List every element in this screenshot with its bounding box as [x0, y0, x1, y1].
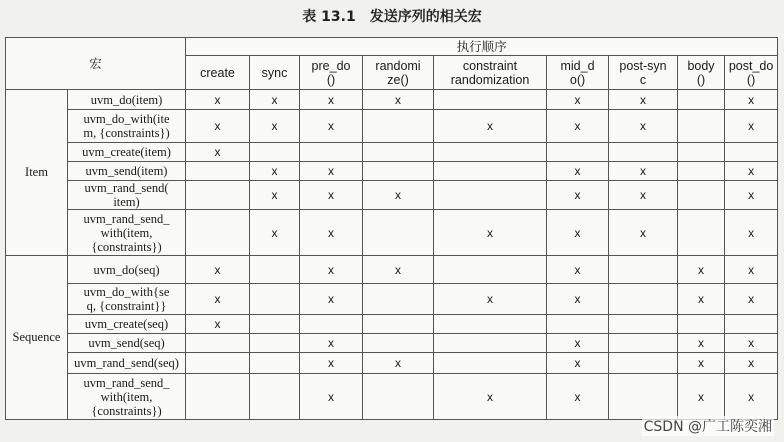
cell-mark [186, 374, 250, 420]
cell-mark: x [250, 210, 300, 256]
cell-mark [300, 315, 363, 334]
cell-mark [609, 334, 678, 353]
cell-mark: x [547, 374, 609, 420]
column-header: sync [250, 56, 300, 90]
cell-mark: x [725, 284, 778, 315]
cell-mark: x [678, 353, 725, 374]
cell-mark [434, 353, 547, 374]
cell-mark [678, 210, 725, 256]
cell-mark: x [250, 162, 300, 181]
cell-mark [363, 315, 434, 334]
cell-mark: x [300, 90, 363, 110]
cell-mark [678, 162, 725, 181]
cell-mark [609, 315, 678, 334]
cell-mark [678, 315, 725, 334]
cell-mark: x [363, 181, 434, 210]
cell-mark [186, 210, 250, 256]
cell-mark [609, 256, 678, 284]
column-header: randomi ze() [363, 56, 434, 90]
cell-mark: x [725, 334, 778, 353]
cell-mark [250, 143, 300, 162]
cell-mark [363, 334, 434, 353]
macro-name: uvm_rand_send_ with(item, {constraints}) [68, 210, 186, 256]
cell-mark: x [300, 162, 363, 181]
cell-mark: x [300, 256, 363, 284]
cell-mark: x [725, 162, 778, 181]
cell-mark: x [186, 90, 250, 110]
group-label: Sequence [6, 256, 68, 420]
cell-mark [434, 90, 547, 110]
macro-name: uvm_create(seq) [68, 315, 186, 334]
cell-mark: x [547, 334, 609, 353]
cell-mark [250, 353, 300, 374]
column-header: post_do () [725, 56, 778, 90]
cell-mark [250, 256, 300, 284]
cell-mark [678, 110, 725, 143]
cell-mark: x [725, 374, 778, 420]
cell-mark [609, 353, 678, 374]
group-label: Item [6, 90, 68, 256]
cell-mark: x [547, 256, 609, 284]
cell-mark: x [186, 256, 250, 284]
macro-table [5, 37, 778, 420]
cell-mark [678, 143, 725, 162]
watermark: CSDN @广工陈奕湘 [642, 416, 774, 436]
table-row [6, 143, 778, 162]
macro-name: uvm_create(item) [68, 143, 186, 162]
macro-name: uvm_rand_send( item) [68, 181, 186, 210]
cell-mark: x [609, 90, 678, 110]
cell-mark [609, 284, 678, 315]
macro-name: uvm_do_with{se q, {constraint}} [68, 284, 186, 315]
cell-mark [250, 334, 300, 353]
cell-mark: x [725, 210, 778, 256]
cell-mark [725, 315, 778, 334]
cell-mark [678, 181, 725, 210]
cell-mark: x [547, 90, 609, 110]
cell-mark [363, 284, 434, 315]
cell-mark: x [547, 110, 609, 143]
macro-name: uvm_do_with(ite m, {constraints}) [68, 110, 186, 143]
cell-mark [363, 143, 434, 162]
cell-mark: x [300, 334, 363, 353]
cell-mark: x [678, 374, 725, 420]
cell-mark: x [434, 210, 547, 256]
cell-mark [186, 181, 250, 210]
cell-mark: x [300, 284, 363, 315]
cell-mark: x [725, 256, 778, 284]
cell-mark [434, 143, 547, 162]
macro-header: 宏 [6, 38, 186, 90]
macro-name: uvm_do(item) [68, 90, 186, 110]
cell-mark: x [725, 90, 778, 110]
cell-mark: x [300, 210, 363, 256]
cell-mark: x [725, 181, 778, 210]
cell-mark [363, 210, 434, 256]
cell-mark: x [300, 374, 363, 420]
cell-mark: x [363, 256, 434, 284]
cell-mark: x [725, 353, 778, 374]
exec-order-header: 执行顺序 [186, 38, 778, 56]
cell-mark: x [363, 353, 434, 374]
cell-mark: x [547, 162, 609, 181]
cell-mark [250, 374, 300, 420]
cell-mark: x [609, 110, 678, 143]
table-row [6, 256, 778, 284]
table-row [6, 353, 778, 374]
cell-mark [363, 110, 434, 143]
table-row [6, 315, 778, 334]
cell-mark: x [186, 284, 250, 315]
cell-mark: x [547, 210, 609, 256]
table-row [6, 334, 778, 353]
cell-mark: x [678, 334, 725, 353]
column-header: pre_do () [300, 56, 363, 90]
cell-mark: x [250, 181, 300, 210]
column-header: post-syn c [609, 56, 678, 90]
cell-mark [186, 353, 250, 374]
table-row [6, 284, 778, 315]
cell-mark: x [547, 353, 609, 374]
cell-mark [609, 374, 678, 420]
table-row [6, 110, 778, 143]
cell-mark [434, 162, 547, 181]
column-header: body () [678, 56, 725, 90]
table-row [6, 210, 778, 256]
cell-mark: x [300, 353, 363, 374]
cell-mark: x [725, 110, 778, 143]
column-header: create [186, 56, 250, 90]
cell-mark [434, 181, 547, 210]
table-row [6, 90, 778, 110]
cell-mark: x [300, 110, 363, 143]
cell-mark: x [186, 110, 250, 143]
cell-mark [434, 256, 547, 284]
table-title: 表 13.1 发送序列的相关宏 [302, 9, 482, 25]
cell-mark: x [250, 110, 300, 143]
cell-mark: x [434, 284, 547, 315]
column-header: constraint randomization [434, 56, 547, 90]
cell-mark: x [609, 162, 678, 181]
cell-mark: x [300, 181, 363, 210]
cell-mark: x [609, 181, 678, 210]
cell-mark [547, 315, 609, 334]
table-row [6, 374, 778, 420]
cell-mark: x [186, 143, 250, 162]
cell-mark [725, 143, 778, 162]
cell-mark [186, 334, 250, 353]
cell-mark: x [609, 210, 678, 256]
cell-mark: x [434, 110, 547, 143]
cell-mark: x [547, 181, 609, 210]
table-row [6, 162, 778, 181]
cell-mark: x [363, 90, 434, 110]
macro-name: uvm_rand_send(seq) [68, 353, 186, 374]
macro-name: uvm_rand_send_ with(item, {constraints}) [68, 374, 186, 420]
macro-name: uvm_do(seq) [68, 256, 186, 284]
cell-mark [678, 90, 725, 110]
cell-mark: x [250, 90, 300, 110]
cell-mark [434, 334, 547, 353]
cell-mark: x [678, 284, 725, 315]
cell-mark [186, 162, 250, 181]
cell-mark [609, 143, 678, 162]
cell-mark: x [186, 315, 250, 334]
cell-mark: x [434, 374, 547, 420]
macro-name: uvm_send(item) [68, 162, 186, 181]
column-header: mid_d o() [547, 56, 609, 90]
cell-mark [363, 374, 434, 420]
cell-mark [300, 143, 363, 162]
cell-mark [250, 284, 300, 315]
cell-mark [250, 315, 300, 334]
cell-mark [434, 315, 547, 334]
cell-mark [363, 162, 434, 181]
cell-mark: x [678, 256, 725, 284]
cell-mark [547, 143, 609, 162]
table-row [6, 181, 778, 210]
macro-name: uvm_send(seq) [68, 334, 186, 353]
cell-mark: x [547, 284, 609, 315]
